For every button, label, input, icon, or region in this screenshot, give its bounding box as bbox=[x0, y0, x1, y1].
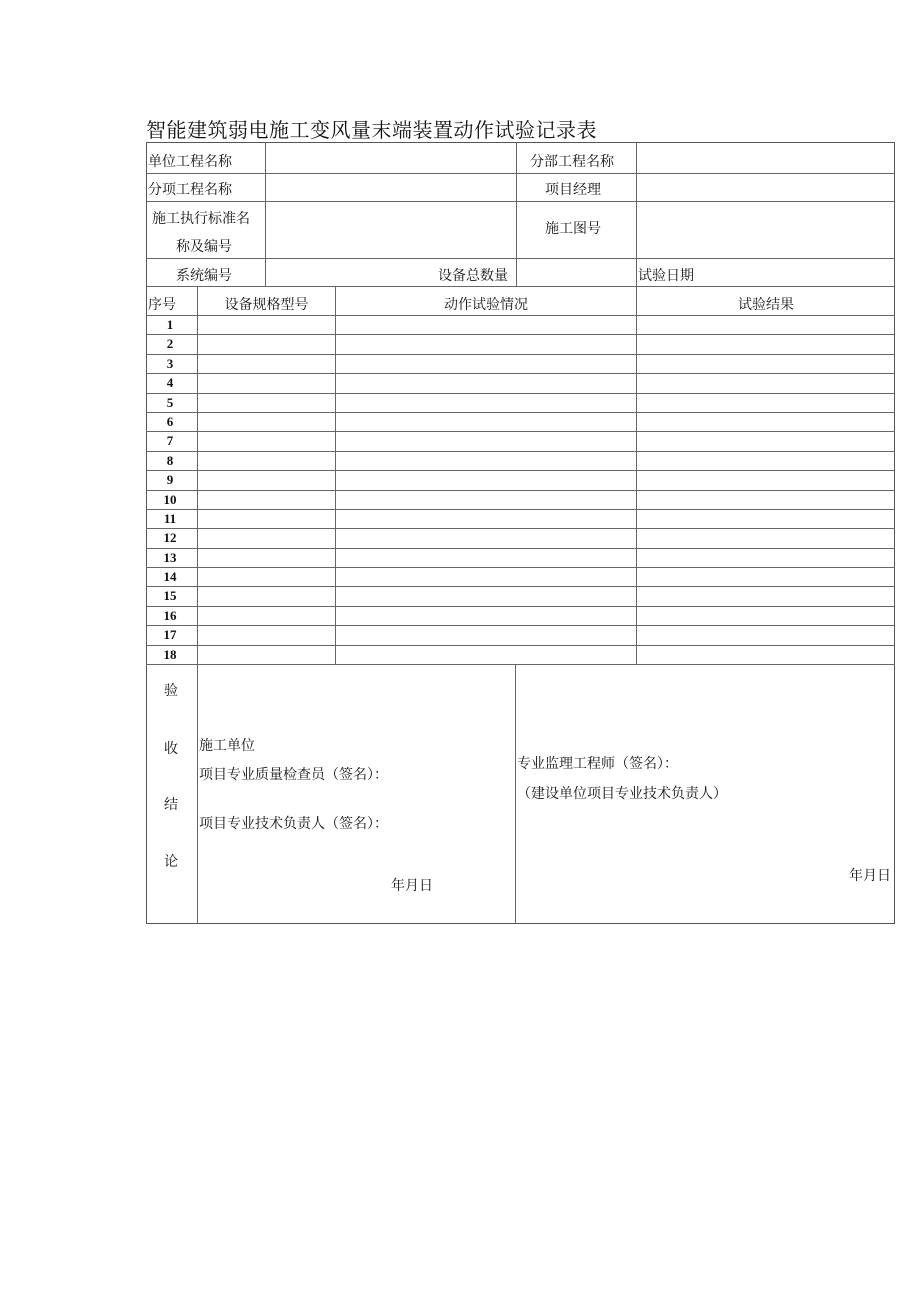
result-cell[interactable] bbox=[637, 549, 894, 566]
action-cell[interactable] bbox=[336, 510, 635, 527]
action-cell[interactable] bbox=[336, 568, 635, 585]
spec-cell[interactable] bbox=[198, 529, 334, 546]
spec-cell[interactable] bbox=[198, 587, 334, 604]
spec-cell[interactable] bbox=[198, 471, 334, 488]
result-cell[interactable] bbox=[637, 413, 894, 430]
spec-cell[interactable] bbox=[198, 355, 334, 372]
action-cell[interactable] bbox=[336, 374, 635, 391]
row-number: 6 bbox=[166, 414, 174, 429]
standard-value[interactable] bbox=[268, 204, 514, 256]
result-cell[interactable] bbox=[637, 374, 894, 391]
header-col-divider bbox=[265, 142, 266, 286]
system-no-label: 系统编号 bbox=[176, 268, 232, 284]
spec-cell[interactable] bbox=[198, 316, 334, 333]
acceptance-col-divider bbox=[197, 664, 198, 924]
action-cell[interactable] bbox=[336, 413, 635, 430]
sub-project-value[interactable] bbox=[639, 146, 892, 170]
row-number: 5 bbox=[166, 395, 174, 410]
row-number: 10 bbox=[163, 492, 177, 507]
action-cell[interactable] bbox=[336, 432, 635, 449]
acceptance-char: 论 bbox=[164, 854, 178, 870]
action-header: 动作试验情况 bbox=[444, 297, 528, 313]
action-cell[interactable] bbox=[336, 587, 635, 604]
row-number: 12 bbox=[163, 530, 177, 545]
spec-cell[interactable] bbox=[198, 568, 334, 585]
action-cell[interactable] bbox=[336, 316, 635, 333]
action-cell[interactable] bbox=[336, 452, 635, 469]
owner-representative: （建设单位项目专业技术负责人） bbox=[517, 786, 727, 802]
spec-cell[interactable] bbox=[198, 491, 334, 508]
result-cell[interactable] bbox=[637, 587, 894, 604]
spec-cell[interactable] bbox=[198, 335, 334, 352]
action-cell[interactable] bbox=[336, 646, 635, 663]
acceptance-char: 结 bbox=[164, 797, 178, 813]
header-divider bbox=[146, 201, 895, 202]
header-divider bbox=[146, 286, 895, 287]
project-manager-value[interactable] bbox=[639, 176, 892, 199]
row-number: 2 bbox=[166, 336, 174, 351]
left-date: 年月日 bbox=[391, 878, 433, 894]
row-number: 11 bbox=[163, 511, 177, 526]
row-number: 14 bbox=[163, 569, 177, 584]
action-cell[interactable] bbox=[336, 626, 635, 643]
row-number: 3 bbox=[166, 356, 174, 371]
result-cell[interactable] bbox=[637, 471, 894, 488]
result-cell[interactable] bbox=[637, 568, 894, 585]
spec-cell[interactable] bbox=[198, 549, 334, 566]
spec-cell[interactable] bbox=[198, 452, 334, 469]
row-number: 4 bbox=[166, 375, 174, 390]
row-number: 8 bbox=[166, 453, 174, 468]
row-number: 7 bbox=[166, 433, 174, 448]
action-cell[interactable] bbox=[336, 471, 635, 488]
standard-label-line2: 称及编号 bbox=[176, 239, 232, 255]
quality-inspector-signature: 项目专业质量检查员（签名）： bbox=[199, 767, 388, 783]
action-cell[interactable] bbox=[336, 549, 635, 566]
spec-cell[interactable] bbox=[198, 646, 334, 663]
drawing-no-label: 施工图号 bbox=[545, 221, 601, 237]
item-project-label: 分项工程名称 bbox=[148, 182, 232, 198]
acceptance-col-divider bbox=[515, 664, 516, 924]
right-date: 年月日 bbox=[849, 868, 891, 884]
row-number: 9 bbox=[166, 472, 174, 487]
spec-cell[interactable] bbox=[198, 510, 334, 527]
acceptance-char: 收 bbox=[164, 741, 178, 757]
sub-project-label: 分部工程名称 bbox=[530, 154, 614, 170]
row-number: 1 bbox=[166, 317, 174, 332]
page-title: 智能建筑弱电施工变风量末端装置动作试验记录表 bbox=[146, 118, 597, 142]
result-cell[interactable] bbox=[637, 355, 894, 372]
result-header: 试验结果 bbox=[738, 297, 794, 313]
spec-cell[interactable] bbox=[198, 607, 334, 624]
result-cell[interactable] bbox=[637, 432, 894, 449]
spec-cell[interactable] bbox=[198, 394, 334, 411]
header-col-divider bbox=[516, 142, 517, 286]
standard-label-line1: 施工执行标准名 bbox=[152, 211, 250, 227]
result-cell[interactable] bbox=[637, 394, 894, 411]
action-cell[interactable] bbox=[336, 335, 635, 352]
action-cell[interactable] bbox=[336, 491, 635, 508]
result-cell[interactable] bbox=[637, 510, 894, 527]
spec-cell[interactable] bbox=[198, 374, 334, 391]
row-number: 16 bbox=[163, 608, 177, 623]
result-cell[interactable] bbox=[637, 316, 894, 333]
unit-project-value[interactable] bbox=[268, 146, 514, 170]
construction-unit-label: 施工单位 bbox=[199, 738, 255, 754]
spec-cell[interactable] bbox=[198, 413, 334, 430]
acceptance-divider bbox=[146, 664, 895, 665]
tech-lead-signature: 项目专业技术负责人（签名）： bbox=[199, 816, 388, 832]
result-cell[interactable] bbox=[637, 607, 894, 624]
header-divider bbox=[146, 173, 895, 174]
result-cell[interactable] bbox=[637, 529, 894, 546]
test-date-label: 试验日期 bbox=[638, 268, 694, 284]
result-cell[interactable] bbox=[637, 646, 894, 663]
seq-header: 序号 bbox=[148, 297, 176, 313]
result-cell[interactable] bbox=[637, 335, 894, 352]
action-cell[interactable] bbox=[336, 394, 635, 411]
result-cell[interactable] bbox=[637, 626, 894, 643]
equipment-total-label: 设备总数量 bbox=[438, 268, 508, 284]
row-number: 17 bbox=[163, 627, 177, 642]
project-manager-label: 项目经理 bbox=[545, 182, 601, 198]
item-project-value[interactable] bbox=[268, 176, 514, 199]
supervisor-signature: 专业监理工程师（签名）： bbox=[517, 756, 678, 772]
header-divider bbox=[146, 258, 895, 259]
spec-header: 设备规格型号 bbox=[224, 297, 309, 313]
result-cell[interactable] bbox=[637, 491, 894, 508]
spec-cell[interactable] bbox=[198, 626, 334, 643]
spec-cell[interactable] bbox=[198, 432, 334, 449]
result-cell[interactable] bbox=[637, 452, 894, 469]
unit-project-label: 单位工程名称 bbox=[148, 154, 232, 170]
action-cell[interactable] bbox=[336, 607, 635, 624]
drawing-no-value[interactable] bbox=[639, 204, 892, 256]
row-number: 13 bbox=[163, 550, 177, 565]
header-col-divider bbox=[636, 142, 637, 286]
row-number: 18 bbox=[163, 647, 177, 662]
action-cell[interactable] bbox=[336, 355, 635, 372]
acceptance-char: 验 bbox=[164, 683, 178, 699]
row-number: 15 bbox=[163, 588, 177, 603]
action-cell[interactable] bbox=[336, 529, 635, 546]
